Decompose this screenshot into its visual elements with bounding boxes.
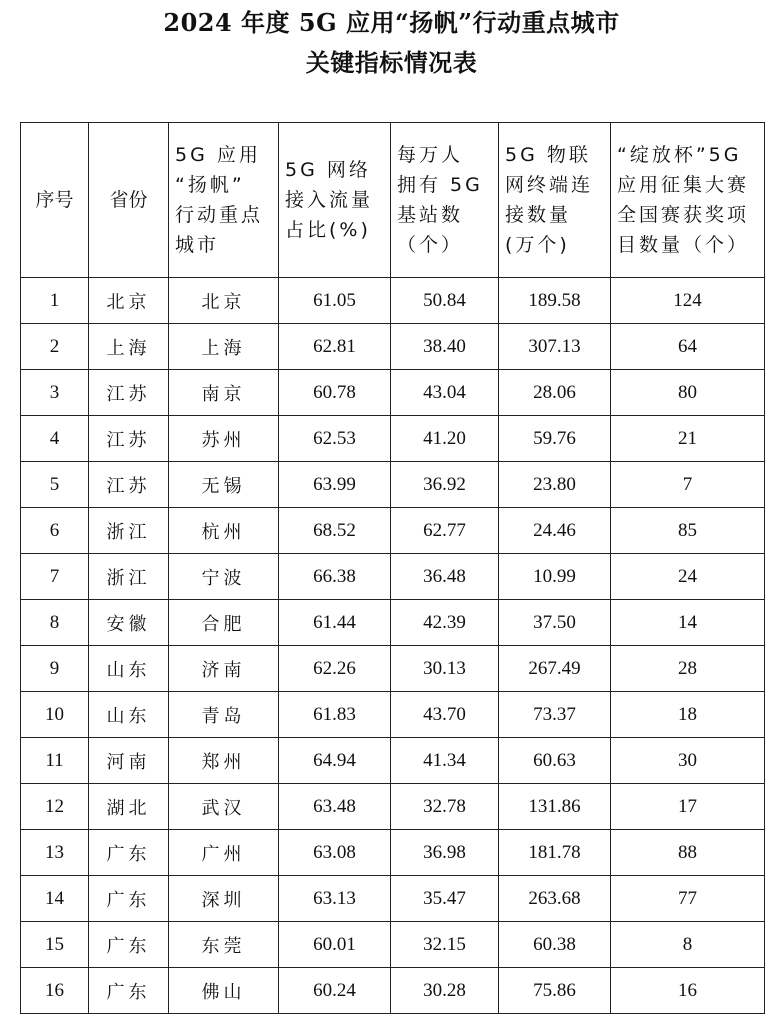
- cell-traffic-share: 68.52: [279, 508, 391, 554]
- table-header: [21, 123, 765, 278]
- cell-stations-per-10k: 42.39: [391, 600, 499, 646]
- cell-province: 安徽: [89, 600, 169, 646]
- cell-province: 浙江: [89, 508, 169, 554]
- cell-traffic-share: 63.99: [279, 462, 391, 508]
- cell-province: 广东: [89, 968, 169, 1014]
- cell-stations-per-10k: 38.40: [391, 324, 499, 370]
- cell-province: 广东: [89, 876, 169, 922]
- cell-stations-per-10k: 35.47: [391, 876, 499, 922]
- cell-city: 深圳: [169, 876, 279, 922]
- table-row: [21, 876, 765, 922]
- cell-award-count: 8: [611, 922, 765, 968]
- cell-serial-number: 1: [21, 278, 89, 324]
- cell-serial-number: 14: [21, 876, 89, 922]
- header-text-line: “绽放杯”5G: [617, 144, 742, 166]
- cell-city: 合肥: [169, 600, 279, 646]
- cell-iot-connections: 189.58: [499, 278, 611, 324]
- header-text-line: 5G 物联: [505, 144, 591, 166]
- cell-traffic-share: 61.83: [279, 692, 391, 738]
- cell-city: 上海: [169, 324, 279, 370]
- header-award-count: [611, 123, 765, 278]
- table-row: [21, 416, 765, 462]
- header-text-line: 应用征集大赛: [617, 174, 750, 196]
- cell-traffic-share: 61.44: [279, 600, 391, 646]
- table-row: [21, 692, 765, 738]
- cell-iot-connections: 28.06: [499, 370, 611, 416]
- cell-stations-per-10k: 32.15: [391, 922, 499, 968]
- cell-city: 无锡: [169, 462, 279, 508]
- cell-traffic-share: 63.48: [279, 784, 391, 830]
- cell-traffic-share: 62.81: [279, 324, 391, 370]
- cell-iot-connections: 60.63: [499, 738, 611, 784]
- cell-city: 青岛: [169, 692, 279, 738]
- header-text-line: 基站数: [397, 204, 464, 226]
- cell-serial-number: 3: [21, 370, 89, 416]
- table-row: [21, 278, 765, 324]
- cell-iot-connections: 60.38: [499, 922, 611, 968]
- cell-serial-number: 15: [21, 922, 89, 968]
- cell-iot-connections: 131.86: [499, 784, 611, 830]
- table-row: [21, 830, 765, 876]
- title-line-1: 2024 年度 5G 应用“扬帆”行动重点城市: [163, 8, 620, 37]
- cell-award-count: 7: [611, 462, 765, 508]
- cell-iot-connections: 73.37: [499, 692, 611, 738]
- cell-province: 江苏: [89, 462, 169, 508]
- header-text-line: （个）: [397, 234, 464, 256]
- title-line-2: 关键指标情况表: [305, 48, 478, 77]
- cell-city: 南京: [169, 370, 279, 416]
- cell-province: 浙江: [89, 554, 169, 600]
- cell-city: 佛山: [169, 968, 279, 1014]
- cell-serial-number: 6: [21, 508, 89, 554]
- cell-award-count: 24: [611, 554, 765, 600]
- cell-province: 北京: [89, 278, 169, 324]
- cell-province: 山东: [89, 646, 169, 692]
- cell-stations-per-10k: 36.48: [391, 554, 499, 600]
- table-row: [21, 646, 765, 692]
- header-text-line: 行动重点: [175, 204, 264, 226]
- cell-stations-per-10k: 30.13: [391, 646, 499, 692]
- cell-traffic-share: 61.05: [279, 278, 391, 324]
- cell-stations-per-10k: 62.77: [391, 508, 499, 554]
- cell-city: 广州: [169, 830, 279, 876]
- header-province: [89, 123, 169, 278]
- cell-province: 江苏: [89, 370, 169, 416]
- header-text-line: 每万人: [397, 144, 464, 166]
- cell-iot-connections: 59.76: [499, 416, 611, 462]
- cell-iot-connections: 75.86: [499, 968, 611, 1014]
- cell-award-count: 16: [611, 968, 765, 1014]
- cell-iot-connections: 267.49: [499, 646, 611, 692]
- cell-province: 广东: [89, 830, 169, 876]
- cell-serial-number: 12: [21, 784, 89, 830]
- cell-serial-number: 13: [21, 830, 89, 876]
- cell-stations-per-10k: 32.78: [391, 784, 499, 830]
- cell-city: 北京: [169, 278, 279, 324]
- key-indicators-table: [20, 122, 765, 1014]
- cell-serial-number: 7: [21, 554, 89, 600]
- header-serial-number: [21, 123, 89, 278]
- document-title: [0, 0, 783, 83]
- cell-traffic-share: 66.38: [279, 554, 391, 600]
- cell-city: 济南: [169, 646, 279, 692]
- cell-award-count: 124: [611, 278, 765, 324]
- header-text-line: 全国赛获奖项: [617, 204, 750, 226]
- table-row: [21, 370, 765, 416]
- cell-iot-connections: 10.99: [499, 554, 611, 600]
- cell-stations-per-10k: 36.98: [391, 830, 499, 876]
- cell-serial-number: 10: [21, 692, 89, 738]
- cell-traffic-share: 60.78: [279, 370, 391, 416]
- cell-stations-per-10k: 30.28: [391, 968, 499, 1014]
- cell-traffic-share: 63.08: [279, 830, 391, 876]
- cell-city: 郑州: [169, 738, 279, 784]
- cell-serial-number: 9: [21, 646, 89, 692]
- cell-traffic-share: 60.24: [279, 968, 391, 1014]
- header-text-line: 5G 网络: [285, 159, 371, 181]
- cell-award-count: 88: [611, 830, 765, 876]
- cell-traffic-share: 62.53: [279, 416, 391, 462]
- table-row: [21, 462, 765, 508]
- table-body: [21, 278, 765, 1014]
- cell-province: 广东: [89, 922, 169, 968]
- cell-stations-per-10k: 43.04: [391, 370, 499, 416]
- cell-stations-per-10k: 41.34: [391, 738, 499, 784]
- cell-traffic-share: 60.01: [279, 922, 391, 968]
- cell-award-count: 85: [611, 508, 765, 554]
- header-text-line: 序号: [35, 189, 74, 211]
- header-text-line: 目数量（个）: [617, 234, 750, 256]
- cell-iot-connections: 307.13: [499, 324, 611, 370]
- cell-award-count: 21: [611, 416, 765, 462]
- header-key-city: [169, 123, 279, 278]
- header-text-line: (万个): [505, 234, 570, 256]
- cell-iot-connections: 181.78: [499, 830, 611, 876]
- cell-serial-number: 5: [21, 462, 89, 508]
- header-text-line: 接入流量: [285, 189, 374, 211]
- cell-stations-per-10k: 41.20: [391, 416, 499, 462]
- cell-award-count: 14: [611, 600, 765, 646]
- header-text-line: 省份: [109, 189, 148, 211]
- cell-serial-number: 8: [21, 600, 89, 646]
- table-row: [21, 324, 765, 370]
- cell-traffic-share: 63.13: [279, 876, 391, 922]
- cell-award-count: 30: [611, 738, 765, 784]
- cell-province: 河南: [89, 738, 169, 784]
- table-row: [21, 508, 765, 554]
- table-row: [21, 738, 765, 784]
- cell-city: 武汉: [169, 784, 279, 830]
- cell-stations-per-10k: 36.92: [391, 462, 499, 508]
- header-text-line: 拥有 5G: [397, 174, 483, 196]
- cell-serial-number: 16: [21, 968, 89, 1014]
- header-text-line: “扬帆”: [175, 174, 245, 196]
- header-iot-connections: [499, 123, 611, 278]
- header-stations-per-10k: [391, 123, 499, 278]
- cell-iot-connections: 37.50: [499, 600, 611, 646]
- cell-award-count: 17: [611, 784, 765, 830]
- cell-award-count: 18: [611, 692, 765, 738]
- cell-city: 东莞: [169, 922, 279, 968]
- cell-province: 湖北: [89, 784, 169, 830]
- table-row: [21, 554, 765, 600]
- table-row: [21, 784, 765, 830]
- cell-iot-connections: 24.46: [499, 508, 611, 554]
- cell-serial-number: 4: [21, 416, 89, 462]
- cell-iot-connections: 23.80: [499, 462, 611, 508]
- header-text-line: 5G 应用: [175, 144, 261, 166]
- header-text-line: 占比(%): [285, 219, 371, 241]
- cell-province: 江苏: [89, 416, 169, 462]
- cell-city: 苏州: [169, 416, 279, 462]
- cell-iot-connections: 263.68: [499, 876, 611, 922]
- header-traffic-share: [279, 123, 391, 278]
- cell-province: 上海: [89, 324, 169, 370]
- cell-city: 杭州: [169, 508, 279, 554]
- header-row: [21, 123, 765, 278]
- cell-traffic-share: 64.94: [279, 738, 391, 784]
- cell-award-count: 80: [611, 370, 765, 416]
- table-row: [21, 968, 765, 1014]
- cell-award-count: 77: [611, 876, 765, 922]
- table-row: [21, 600, 765, 646]
- cell-serial-number: 2: [21, 324, 89, 370]
- cell-stations-per-10k: 43.70: [391, 692, 499, 738]
- cell-city: 宁波: [169, 554, 279, 600]
- cell-award-count: 64: [611, 324, 765, 370]
- header-text-line: 网终端连: [505, 174, 594, 196]
- cell-province: 山东: [89, 692, 169, 738]
- table-row: [21, 922, 765, 968]
- header-text-line: 城市: [175, 234, 220, 256]
- cell-traffic-share: 62.26: [279, 646, 391, 692]
- header-text-line: 接数量: [505, 204, 572, 226]
- cell-serial-number: 11: [21, 738, 89, 784]
- cell-stations-per-10k: 50.84: [391, 278, 499, 324]
- cell-award-count: 28: [611, 646, 765, 692]
